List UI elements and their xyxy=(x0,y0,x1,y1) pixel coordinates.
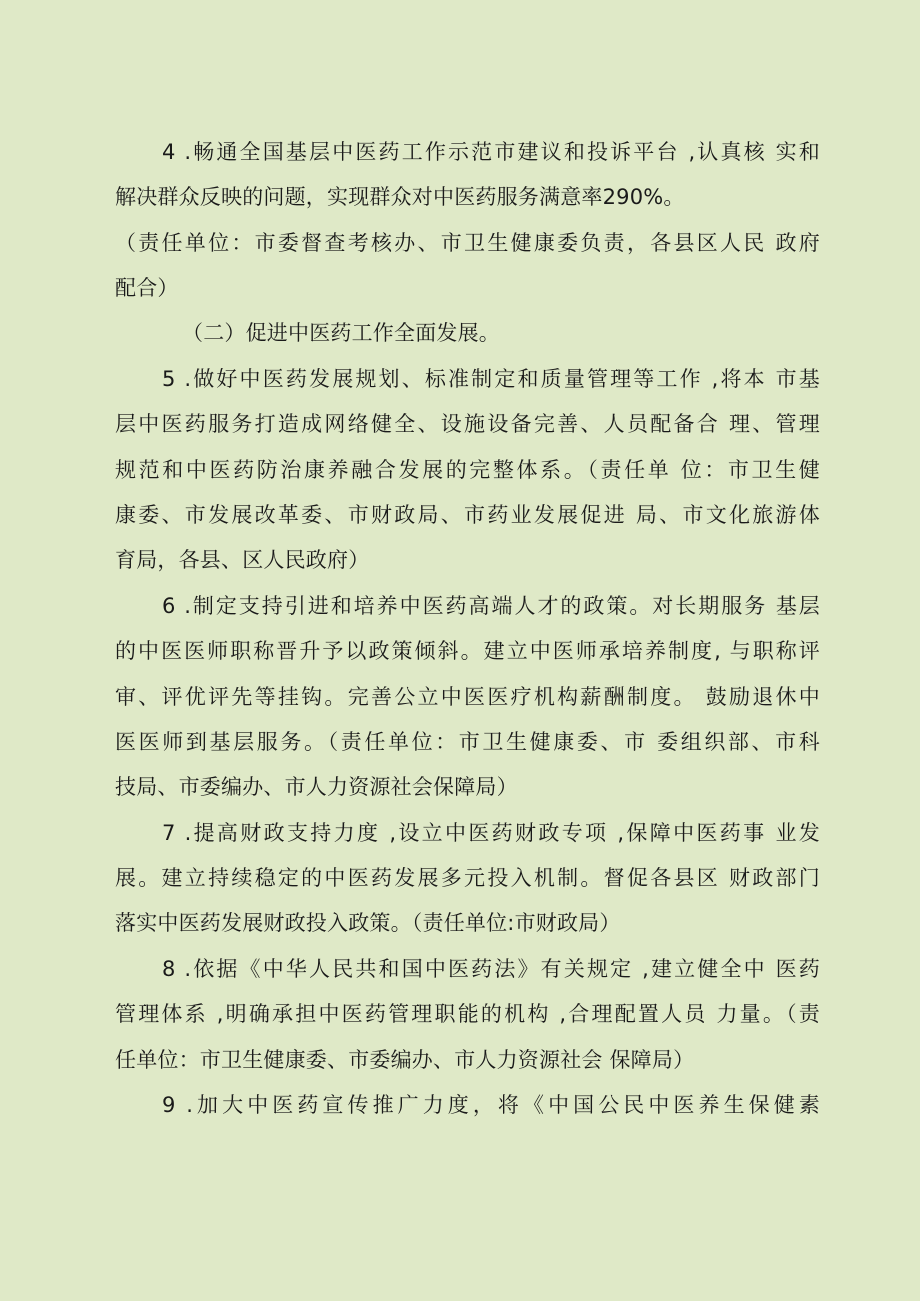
paragraph-9-line-1: 9 .加大中医药宣传推广力度，将《中国公民中医养生保健素 xyxy=(162,1093,820,1117)
paragraph-6-line-3: 审、评优评先等挂钩。完善公立中医医疗机构薪酬制度。 鼓励退休中 xyxy=(115,685,820,709)
paragraph-5-line-1: 5 .做好中医药发展规划、标准制定和质量管理等工作 ,将本 市基 xyxy=(162,367,820,391)
paragraph-6-line-1: 6 .制定支持引进和培养中医药高端人才的政策。对长期服务 基层 xyxy=(162,594,820,618)
paragraph-8-line-2: 管理体系 ,明确承担中医药管理职能的机构 ,合理配置人员 力量。（责 xyxy=(115,1002,820,1026)
paragraph-6-line-4: 医医师到基层服务。（责任单位：市卫生健康委、市 委组织部、市科 xyxy=(115,730,820,754)
paragraph-5-line-5: 育局，各县、区人民政府） xyxy=(115,548,370,572)
paragraph-8-line-1: 8 .依据《中华人民共和国中医药法》有关规定 ,建立健全中 医药 xyxy=(162,957,820,981)
paragraph-7-line-3: 落实中医药发展财政投入政策。（责任单位:市财政局） xyxy=(115,911,621,935)
paragraph-8-line-3: 任单位：市卫生健康委、市委编办、市人力资源社会 保障局） xyxy=(115,1048,695,1072)
paragraph-6-line-5: 技局、市委编办、市人力资源社会保障局） xyxy=(115,775,518,799)
paragraph-4-line-4: 配合） xyxy=(115,276,179,300)
paragraph-4-line-1: 4 .畅通全国基层中医药工作示范市建议和投诉平台 ,认真核 实和 xyxy=(162,140,820,164)
paragraph-7-line-1: 7 .提高财政支持力度 ,设立中医药财政专项 ,保障中医药事 业发 xyxy=(162,821,820,845)
paragraph-4-line-3: （责任单位：市委督查考核办、市卫生健康委负责，各县区人民 政府 xyxy=(115,231,820,255)
paragraph-6-line-2: 的中医医师职称晋升予以政策倾斜。建立中医师承培养制度, 与职称评 xyxy=(115,639,820,663)
paragraph-7-line-2: 展。建立持续稳定的中医药发展多元投入机制。督促各县区 财政部门 xyxy=(115,866,820,890)
section-heading-2: （二）促进中医药工作全面发展。 xyxy=(182,321,500,345)
paragraph-5-line-4: 康委、市发展改革委、市财政局、市药业发展促进 局、市文化旅游体 xyxy=(115,503,820,527)
paragraph-5-line-3: 规范和中医药防治康养融合发展的完整体系。（责任单 位：市卫生健 xyxy=(115,458,820,482)
paragraph-4-line-2: 解决群众反映的问题，实现群众对中医药服务满意率290%。 xyxy=(115,185,685,209)
paragraph-5-line-2: 层中医药服务打造成网络健全、设施设备完善、人员配备合 理、管理 xyxy=(115,412,820,436)
